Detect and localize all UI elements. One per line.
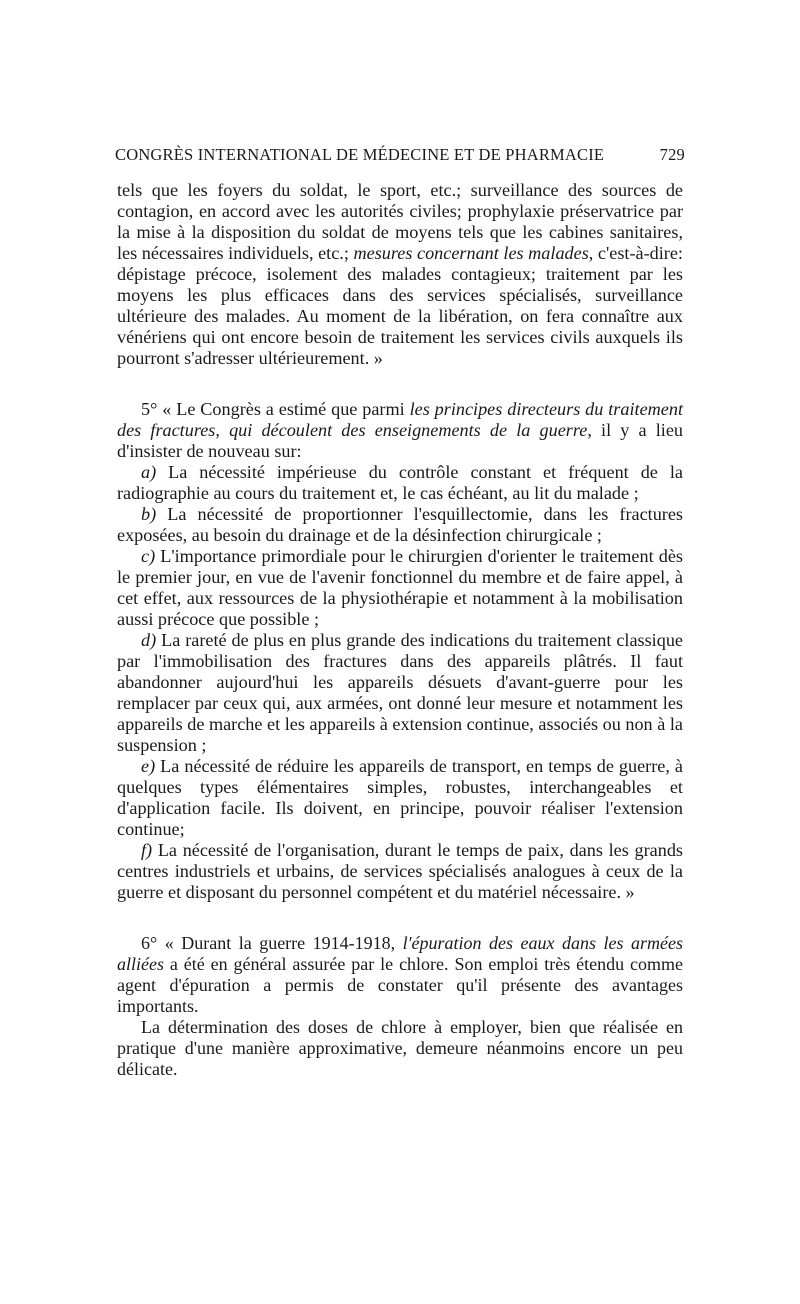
section-6-paragraph-2: La détermination des doses de chlore à employer, bien que réalisée en pratique d'une manière approximative, demeure néanmoins encore un peu délicate. — [117, 1017, 683, 1079]
item-label: c) — [141, 546, 156, 566]
page-header — [115, 145, 685, 165]
item-label: e) — [141, 756, 156, 776]
item-label: d) — [141, 630, 157, 650]
page-body — [117, 180, 683, 1080]
italic-phrase: l'épuration des eaux dans les armées alliées — [117, 933, 683, 974]
italic-phrase: les principes directeurs du traitement des fractures, qui découlent des enseignements de la guerre — [117, 399, 683, 440]
item-label: f) — [141, 840, 153, 860]
item-d: d) La rareté de plus en plus grande des indications du traitement classique par l'immobilisation des fractures dans des appareils plâtrés. Il faut abandonner aujourd'hui les appareils désuets d'avant-guerre pour les remplacer par ceux qui, aux armées, ont donné leur mesure et notamment les appareils de marche et les appareils à extension continue, associés ou non à la suspension ; — [117, 630, 683, 755]
item-label: a) — [141, 462, 157, 482]
running-title: CONGRÈS INTERNATIONAL DE MÉDECINE ET DE PHARMACIE — [115, 145, 605, 164]
item-f: f) La nécessité de l'organisation, durant le temps de paix, dans les grands centres industriels et urbains, de services spécialisés analogues à ceux de la guerre et disposant du personnel compétent et du matériel nécessaire. » — [117, 840, 683, 902]
item-label: b) — [141, 504, 157, 524]
page-number: 729 — [659, 145, 685, 164]
italic-phrase: mesures concernant les malades — [353, 243, 589, 263]
section-5-intro: 5° « Le Congrès a estimé que parmi les principes directeurs du traitement des fractures, qui découlent des enseignements de la guerre, il y a lieu d'insister de nouveau sur: — [117, 399, 683, 461]
item-b: b) La nécessité de proportionner l'esquillectomie, dans les fractures exposées, au besoin du drainage et de la désinfection chirurgicale ; — [117, 504, 683, 545]
paragraph-continuation: tels que les foyers du soldat, le sport, etc.; surveillance des sources de contagion, en accord avec les autorités civiles; prophylaxie préservatrice par la mise à la disposition du soldat de moyens tels que les cabines sanitaires, les nécessaires individuels, etc.; mesures concernant les malades, c'est-à-dire: dépistage précoce, isolement des malades contagieux; traitement par les moyens les plus efficaces dans des services spécialisés, surveillance ultérieure des malades. Au moment de la libération, on fera connaître aux vénériens qui ont encore besoin de traitement les services civils auxquels ils pourront s'adresser ultérieurement. » — [117, 180, 683, 368]
section-6-paragraph-1: 6° « Durant la guerre 1914-1918, l'épuration des eaux dans les armées alliées a été en général assurée par le chlore. Son emploi très étendu comme agent d'épuration a permis de constater qu'il présente des avantages importants. — [117, 933, 683, 1016]
item-c: c) L'importance primordiale pour le chirurgien d'orienter le traitement dès le premier jour, en vue de l'avenir fonctionnel du membre et de faire appel, à cet effet, aux ressources de la physiothérapie et notamment à la mobilisation aussi précoce que possible ; — [117, 546, 683, 629]
item-e: e) La nécessité de réduire les appareils de transport, en temps de guerre, à quelques types élémentaires simples, robustes, interchangeables et d'application facile. Ils doivent, en principe, pouvoir réaliser l'extension continue; — [117, 756, 683, 839]
item-a: a) La nécessité impérieuse du contrôle constant et fréquent de la radiographie au cours du traitement et, le cas échéant, au lit du malade ; — [117, 462, 683, 503]
